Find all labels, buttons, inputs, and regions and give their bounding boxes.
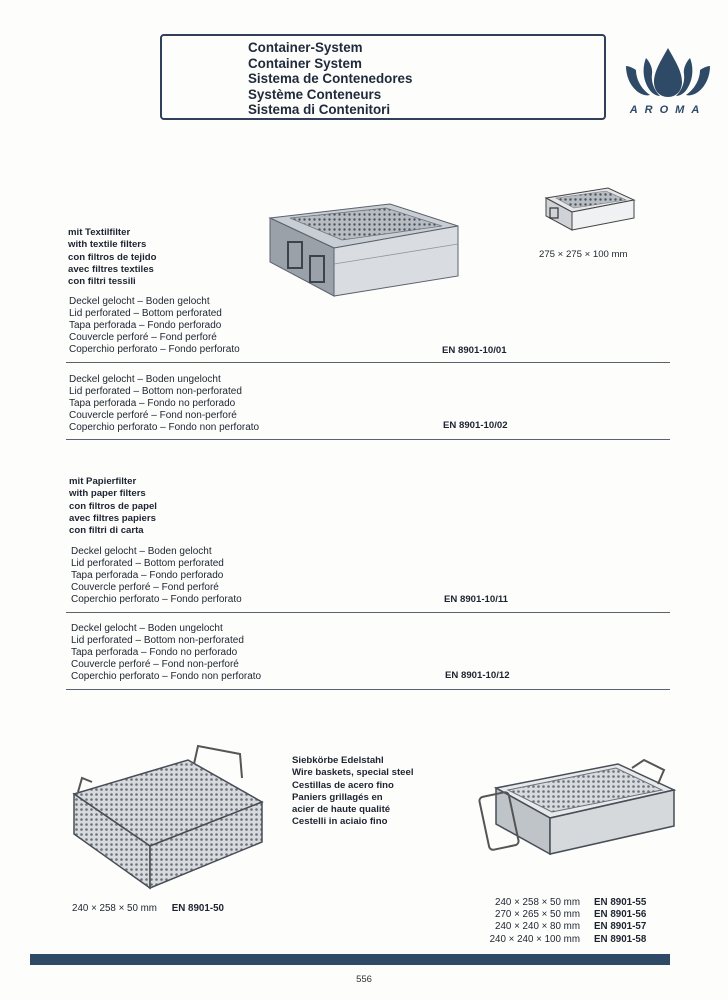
textile-heading-line: con filtros de tejido	[68, 251, 157, 263]
variant-line: Deckel gelocht – Boden gelocht	[71, 546, 212, 557]
right-basket-spec-table	[480, 897, 646, 946]
textile-heading-line: mit Textilfilter	[68, 227, 131, 238]
code-10-02: EN 8901-10/02	[443, 420, 508, 431]
spec-code: EN 8901-58	[594, 933, 647, 945]
variant-line: Couvercle perforé – Fond perforé	[71, 582, 219, 593]
spec-code: EN 8901-57	[594, 921, 647, 933]
spec-code: EN 8901-56	[594, 909, 647, 921]
spec-row	[480, 897, 646, 909]
title-box	[160, 34, 606, 120]
spec-row	[480, 921, 646, 933]
variant-line: Lid perforated – Bottom perforated	[69, 308, 222, 319]
textile-heading	[68, 227, 156, 288]
spec-size: 240 × 240 × 100 mm	[489, 933, 580, 945]
variant-line: Couvercle perforé – Fond non-perforé	[71, 659, 239, 670]
aroma-logo	[616, 44, 720, 118]
divider	[66, 612, 670, 613]
left-basket-spec	[72, 903, 224, 914]
variant-line: Tapa perforada – Fondo no perforado	[71, 647, 238, 658]
page-number: 556	[356, 974, 372, 985]
baskets-heading-line: acier de haute qualité	[292, 804, 391, 816]
divider	[66, 439, 670, 440]
baskets-heading	[292, 755, 414, 829]
variant-line: Deckel gelocht – Boden gelocht	[69, 296, 210, 307]
variant-line: Coperchio perforato – Fondo perforato	[69, 344, 240, 355]
paper-heading-line: with paper filters	[69, 488, 146, 500]
spec-row	[480, 909, 646, 921]
paper-heading	[69, 476, 157, 537]
variant-line: Lid perforated – Bottom non-perforated	[69, 386, 242, 397]
variant-line: Coperchio perforato – Fondo non perforato	[69, 422, 260, 433]
wire-basket-left-photo	[64, 742, 268, 892]
paper-heading-line: con filtri di carta	[69, 525, 144, 537]
variant-line: Deckel gelocht – Boden ungelocht	[69, 374, 221, 385]
paper-heading-line: avec filtres papiers	[69, 512, 156, 524]
title-line-it: Sistema di Contenitori	[248, 102, 391, 118]
variant-line: Lid perforated – Bottom non-perforated	[71, 635, 244, 646]
baskets-heading-line: Siebkörbe Edelstahl	[292, 755, 384, 766]
textile-heading-line: with textile filters	[68, 239, 147, 251]
title-line-es: Sistema de Contenedores	[248, 71, 413, 87]
logo-text: AROMA	[629, 104, 707, 116]
spec-code: EN 8901-55	[594, 897, 647, 908]
variant-line: Coperchio perforato – Fondo perforato	[71, 594, 242, 605]
title-line-de: Container-System	[248, 40, 363, 55]
variant-line: Couvercle perforé – Fond perforé	[69, 332, 217, 343]
divider	[66, 362, 670, 363]
title-line-fr: Système Conteneurs	[248, 86, 382, 102]
variant-line: Coperchio perforato – Fondo non perforato	[71, 671, 262, 682]
spec-size: 270 × 265 × 50 mm	[495, 909, 580, 921]
paper-variant-1	[71, 546, 242, 606]
variant-line: Tapa perforada – Fondo perforado	[69, 320, 222, 331]
variant-line: Lid perforated – Bottom perforated	[71, 558, 224, 569]
title-line-en: Container System	[248, 55, 362, 71]
code-10-01: EN 8901-10/01	[442, 345, 507, 356]
paper-variant-2	[71, 623, 261, 683]
variant-line: Couvercle perforé – Fond non-perforé	[69, 410, 237, 421]
spec-row	[480, 934, 646, 946]
footer-bar	[30, 954, 670, 965]
spec-size: 240 × 240 × 80 mm	[495, 921, 580, 933]
container-photo	[262, 182, 464, 306]
left-basket-code: EN 8901-50	[171, 903, 224, 914]
textile-heading-line: con filtri tessili	[68, 276, 136, 288]
textile-heading-line: avec filtres textiles	[68, 263, 154, 275]
spec-size: 240 × 258 × 50 mm	[495, 897, 580, 908]
baskets-heading-line: Wire baskets, special steel	[292, 767, 414, 779]
container-small-photo	[538, 182, 638, 234]
variant-line: Deckel gelocht – Boden ungelocht	[71, 623, 223, 634]
code-10-12: EN 8901-10/12	[445, 670, 510, 681]
baskets-heading-line: Paniers grillagés en	[292, 791, 383, 803]
container-dims: 275 × 275 × 100 mm	[539, 249, 628, 260]
baskets-heading-line: Cestelli in aciaio fino	[292, 816, 388, 828]
left-basket-size: 240 × 258 × 50 mm	[72, 903, 157, 914]
variant-line: Tapa perforada – Fondo no perforado	[69, 398, 236, 409]
divider	[66, 689, 670, 690]
baskets-heading-line: Cestillas de acero fino	[292, 779, 394, 791]
textile-variant-2	[69, 374, 259, 434]
code-10-11: EN 8901-10/11	[444, 594, 509, 605]
wire-basket-right-photo	[476, 754, 682, 864]
variant-line: Tapa perforada – Fondo perforado	[71, 570, 224, 581]
paper-heading-line: mit Papierfilter	[69, 476, 137, 487]
textile-variant-1	[69, 296, 240, 356]
paper-heading-line: con filtros de papel	[69, 500, 157, 512]
